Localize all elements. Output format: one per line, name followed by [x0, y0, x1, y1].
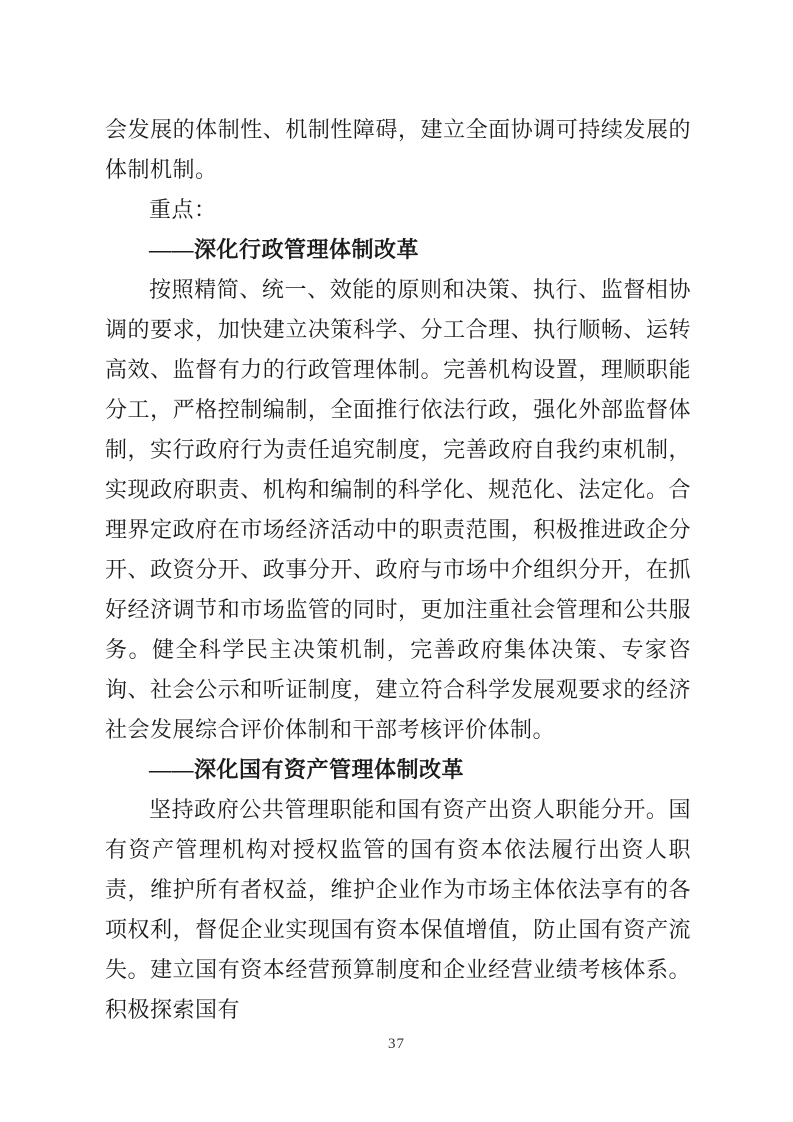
paragraph-continued: 会发展的体制性、机制性障碍，建立全面协调可持续发展的体制机制。	[105, 117, 691, 182]
section-heading-administrative-reform: ——深化行政管理体制改革	[149, 237, 420, 262]
page-number: 37	[388, 1036, 405, 1052]
paragraph-keypoints-label: 重点：	[149, 197, 217, 222]
page-body	[105, 110, 691, 1030]
paragraph-administrative-reform: 按照精简、统一、效能的原则和决策、执行、监督相协调的要求，加快建立决策科学、分工合理、执行顺畅、运转高效、监督有力的行政管理体制。完善机构设置，理顺职能分工，严格控制编制，全面推行依法行政，强化外部监督体制，实行政府行为责任追究制度，完善政府自我约束机制，实现政府职责、机构和编制的科学化、规范化、法定化。合理界定政府在市场经济活动中的职责范围，积极推进政企分开、政资分开、政事分开、政府与市场中介组织分开，在抓好经济调节和市场监管的同时，更加注重社会管理和公共服务。健全科学民主决策机制，完善政府集体决策、专家咨询、社会公示和听证制度，建立符合科学发展观要求的经济社会发展综合评价体制和干部考核评价体制。	[105, 277, 691, 742]
paragraph-state-assets-reform: 坚持政府公共管理职能和国有资产出资人职能分开。国有资产管理机构对授权监管的国有资本依法履行出资人职责，维护所有者权益，维护企业作为市场主体依法享有的各项权利，督促企业实现国有资本保值增值，防止国有资产流失。建立国有资本经营预算制度和企业经营业绩考核体系。积极探索国有	[105, 797, 691, 1022]
section-heading-state-assets-reform: ——深化国有资产管理体制改革	[149, 757, 465, 782]
